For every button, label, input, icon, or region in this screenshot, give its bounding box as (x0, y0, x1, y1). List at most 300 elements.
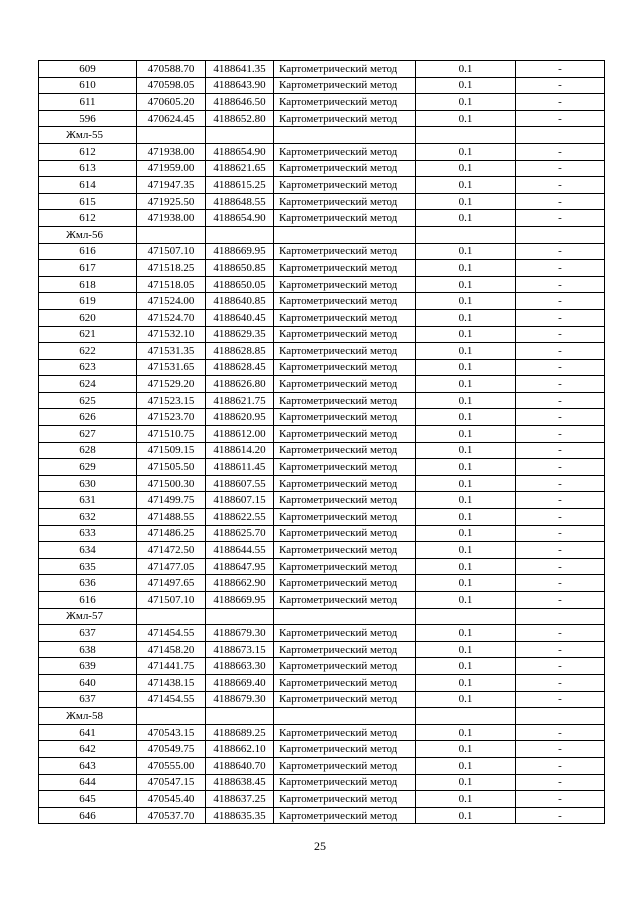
point-number-cell: 613 (39, 160, 137, 177)
accuracy-cell: 0.1 (416, 61, 516, 78)
table-row (39, 724, 605, 741)
empty-cell (274, 608, 416, 625)
x-coordinate-cell: 471947.35 (137, 177, 206, 194)
note-cell: - (516, 77, 605, 94)
table-row (39, 409, 605, 426)
table-row (39, 442, 605, 459)
y-coordinate-cell: 4188625.70 (206, 525, 274, 542)
empty-cell (206, 226, 274, 243)
x-coordinate-cell: 471523.15 (137, 392, 206, 409)
point-number-cell: 620 (39, 309, 137, 326)
accuracy-cell: 0.1 (416, 392, 516, 409)
point-number-cell: 625 (39, 392, 137, 409)
table-row (39, 243, 605, 260)
y-coordinate-cell: 4188662.10 (206, 741, 274, 758)
table-row (39, 210, 605, 227)
table-row (39, 625, 605, 642)
note-cell: - (516, 542, 605, 559)
accuracy-cell: 0.1 (416, 260, 516, 277)
note-cell: - (516, 658, 605, 675)
table-row (39, 343, 605, 360)
y-coordinate-cell: 4188643.90 (206, 77, 274, 94)
accuracy-cell: 0.1 (416, 509, 516, 526)
x-coordinate-cell: 471505.50 (137, 459, 206, 476)
y-coordinate-cell: 4188669.40 (206, 674, 274, 691)
empty-cell (516, 708, 605, 725)
x-coordinate-cell: 471500.30 (137, 475, 206, 492)
x-coordinate-cell: 471531.65 (137, 359, 206, 376)
x-coordinate-cell: 470624.45 (137, 110, 206, 127)
point-number-cell: 634 (39, 542, 137, 559)
y-coordinate-cell: 4188612.00 (206, 426, 274, 443)
point-number-cell: 616 (39, 243, 137, 260)
method-cell: Картометрический метод (274, 475, 416, 492)
accuracy-cell: 0.1 (416, 110, 516, 127)
note-cell: - (516, 343, 605, 360)
note-cell: - (516, 558, 605, 575)
y-coordinate-cell: 4188611.45 (206, 459, 274, 476)
note-cell: - (516, 691, 605, 708)
empty-cell (137, 127, 206, 144)
method-cell: Картометрический метод (274, 542, 416, 559)
x-coordinate-cell: 471959.00 (137, 160, 206, 177)
table-row (39, 426, 605, 443)
x-coordinate-cell: 471507.10 (137, 243, 206, 260)
accuracy-cell: 0.1 (416, 807, 516, 824)
y-coordinate-cell: 4188679.30 (206, 625, 274, 642)
point-number-cell: 622 (39, 343, 137, 360)
point-number-cell: 618 (39, 276, 137, 293)
accuracy-cell: 0.1 (416, 309, 516, 326)
table-row (39, 309, 605, 326)
group-header-row (39, 608, 605, 625)
empty-cell (274, 226, 416, 243)
table-row (39, 143, 605, 160)
x-coordinate-cell: 471531.35 (137, 343, 206, 360)
x-coordinate-cell: 471438.15 (137, 674, 206, 691)
method-cell: Картометрический метод (274, 193, 416, 210)
method-cell: Картометрический метод (274, 243, 416, 260)
method-cell: Картометрический метод (274, 309, 416, 326)
point-number-cell: 644 (39, 774, 137, 791)
note-cell: - (516, 442, 605, 459)
table-row (39, 542, 605, 559)
note-cell: - (516, 309, 605, 326)
note-cell: - (516, 376, 605, 393)
x-coordinate-cell: 471454.55 (137, 625, 206, 642)
y-coordinate-cell: 4188679.30 (206, 691, 274, 708)
y-coordinate-cell: 4188673.15 (206, 641, 274, 658)
point-number-cell: 609 (39, 61, 137, 78)
x-coordinate-cell: 470547.15 (137, 774, 206, 791)
table-row (39, 376, 605, 393)
group-label: Жмл-55 (39, 127, 137, 144)
empty-cell (416, 127, 516, 144)
x-coordinate-cell: 471497.65 (137, 575, 206, 592)
method-cell: Картометрический метод (274, 691, 416, 708)
empty-cell (274, 127, 416, 144)
point-number-cell: 640 (39, 674, 137, 691)
y-coordinate-cell: 4188654.90 (206, 210, 274, 227)
table-row (39, 509, 605, 526)
point-number-cell: 639 (39, 658, 137, 675)
page-number: 25 (314, 839, 326, 853)
table-row (39, 326, 605, 343)
table-row (39, 525, 605, 542)
accuracy-cell: 0.1 (416, 575, 516, 592)
empty-cell (206, 608, 274, 625)
note-cell: - (516, 110, 605, 127)
y-coordinate-cell: 4188652.80 (206, 110, 274, 127)
y-coordinate-cell: 4188640.45 (206, 309, 274, 326)
accuracy-cell: 0.1 (416, 276, 516, 293)
x-coordinate-cell: 471488.55 (137, 509, 206, 526)
y-coordinate-cell: 4188628.45 (206, 359, 274, 376)
accuracy-cell: 0.1 (416, 674, 516, 691)
accuracy-cell: 0.1 (416, 525, 516, 542)
point-number-cell: 626 (39, 409, 137, 426)
x-coordinate-cell: 470598.05 (137, 77, 206, 94)
accuracy-cell: 0.1 (416, 492, 516, 509)
x-coordinate-cell: 471499.75 (137, 492, 206, 509)
table-row (39, 791, 605, 808)
point-number-cell: 611 (39, 94, 137, 111)
empty-cell (516, 127, 605, 144)
method-cell: Картометрический метод (274, 592, 416, 609)
y-coordinate-cell: 4188637.25 (206, 791, 274, 808)
method-cell: Картометрический метод (274, 293, 416, 310)
table-row (39, 807, 605, 824)
y-coordinate-cell: 4188648.55 (206, 193, 274, 210)
x-coordinate-cell: 470605.20 (137, 94, 206, 111)
point-number-cell: 614 (39, 177, 137, 194)
method-cell: Картометрический метод (274, 625, 416, 642)
note-cell: - (516, 94, 605, 111)
note-cell: - (516, 757, 605, 774)
note-cell: - (516, 160, 605, 177)
note-cell: - (516, 293, 605, 310)
method-cell: Картометрический метод (274, 61, 416, 78)
y-coordinate-cell: 4188650.85 (206, 260, 274, 277)
method-cell: Картометрический метод (274, 774, 416, 791)
y-coordinate-cell: 4188669.95 (206, 243, 274, 260)
x-coordinate-cell: 471523.70 (137, 409, 206, 426)
accuracy-cell: 0.1 (416, 426, 516, 443)
table-row (39, 392, 605, 409)
point-number-cell: 616 (39, 592, 137, 609)
y-coordinate-cell: 4188644.55 (206, 542, 274, 559)
method-cell: Картометрический метод (274, 343, 416, 360)
point-number-cell: 619 (39, 293, 137, 310)
x-coordinate-cell: 471524.70 (137, 309, 206, 326)
accuracy-cell: 0.1 (416, 359, 516, 376)
note-cell: - (516, 674, 605, 691)
point-number-cell: 596 (39, 110, 137, 127)
x-coordinate-cell: 471518.25 (137, 260, 206, 277)
table-row (39, 94, 605, 111)
table-row (39, 260, 605, 277)
note-cell: - (516, 260, 605, 277)
x-coordinate-cell: 471524.00 (137, 293, 206, 310)
y-coordinate-cell: 4188620.95 (206, 409, 274, 426)
point-number-cell: 643 (39, 757, 137, 774)
accuracy-cell: 0.1 (416, 409, 516, 426)
y-coordinate-cell: 4188640.85 (206, 293, 274, 310)
table-row (39, 177, 605, 194)
table-row (39, 741, 605, 758)
y-coordinate-cell: 4188640.70 (206, 757, 274, 774)
method-cell: Картометрический метод (274, 260, 416, 277)
point-number-cell: 641 (39, 724, 137, 741)
accuracy-cell: 0.1 (416, 542, 516, 559)
table-row (39, 61, 605, 78)
method-cell: Картометрический метод (274, 658, 416, 675)
method-cell: Картометрический метод (274, 409, 416, 426)
x-coordinate-cell: 471532.10 (137, 326, 206, 343)
y-coordinate-cell: 4188621.65 (206, 160, 274, 177)
method-cell: Картометрический метод (274, 757, 416, 774)
x-coordinate-cell: 471458.20 (137, 641, 206, 658)
group-label: Жмл-58 (39, 708, 137, 725)
accuracy-cell: 0.1 (416, 343, 516, 360)
y-coordinate-cell: 4188626.80 (206, 376, 274, 393)
point-number-cell: 635 (39, 558, 137, 575)
method-cell: Картометрический метод (274, 94, 416, 111)
note-cell: - (516, 177, 605, 194)
accuracy-cell: 0.1 (416, 757, 516, 774)
x-coordinate-cell: 471472.50 (137, 542, 206, 559)
point-number-cell: 632 (39, 509, 137, 526)
group-label: Жмл-56 (39, 226, 137, 243)
method-cell: Картометрический метод (274, 525, 416, 542)
x-coordinate-cell: 470545.40 (137, 791, 206, 808)
coordinates-table (38, 60, 605, 824)
y-coordinate-cell: 4188607.15 (206, 492, 274, 509)
x-coordinate-cell: 471938.00 (137, 143, 206, 160)
x-coordinate-cell: 470543.15 (137, 724, 206, 741)
table-row (39, 110, 605, 127)
empty-cell (206, 708, 274, 725)
note-cell: - (516, 592, 605, 609)
table-row (39, 558, 605, 575)
table-row (39, 674, 605, 691)
note-cell: - (516, 392, 605, 409)
note-cell: - (516, 774, 605, 791)
accuracy-cell: 0.1 (416, 143, 516, 160)
table-row (39, 475, 605, 492)
empty-cell (416, 608, 516, 625)
accuracy-cell: 0.1 (416, 77, 516, 94)
table-row (39, 77, 605, 94)
method-cell: Картометрический метод (274, 326, 416, 343)
accuracy-cell: 0.1 (416, 459, 516, 476)
note-cell: - (516, 625, 605, 642)
note-cell: - (516, 276, 605, 293)
x-coordinate-cell: 470588.70 (137, 61, 206, 78)
accuracy-cell: 0.1 (416, 592, 516, 609)
x-coordinate-cell: 470549.75 (137, 741, 206, 758)
method-cell: Картометрический метод (274, 575, 416, 592)
accuracy-cell: 0.1 (416, 160, 516, 177)
method-cell: Картометрический метод (274, 674, 416, 691)
method-cell: Картометрический метод (274, 442, 416, 459)
empty-cell (137, 608, 206, 625)
table-row (39, 641, 605, 658)
method-cell: Картометрический метод (274, 641, 416, 658)
point-number-cell: 645 (39, 791, 137, 808)
x-coordinate-cell: 471454.55 (137, 691, 206, 708)
y-coordinate-cell: 4188622.55 (206, 509, 274, 526)
coordinates-table-body (39, 61, 605, 824)
group-header-row (39, 226, 605, 243)
method-cell: Картометрический метод (274, 724, 416, 741)
table-row (39, 575, 605, 592)
x-coordinate-cell: 471477.05 (137, 558, 206, 575)
y-coordinate-cell: 4188607.55 (206, 475, 274, 492)
x-coordinate-cell: 471938.00 (137, 210, 206, 227)
note-cell: - (516, 475, 605, 492)
method-cell: Картометрический метод (274, 807, 416, 824)
method-cell: Картометрический метод (274, 359, 416, 376)
method-cell: Картометрический метод (274, 426, 416, 443)
accuracy-cell: 0.1 (416, 724, 516, 741)
accuracy-cell: 0.1 (416, 376, 516, 393)
accuracy-cell: 0.1 (416, 558, 516, 575)
y-coordinate-cell: 4188646.50 (206, 94, 274, 111)
point-number-cell: 633 (39, 525, 137, 542)
point-number-cell: 629 (39, 459, 137, 476)
accuracy-cell: 0.1 (416, 658, 516, 675)
accuracy-cell: 0.1 (416, 243, 516, 260)
empty-cell (516, 608, 605, 625)
empty-cell (137, 226, 206, 243)
note-cell: - (516, 641, 605, 658)
method-cell: Картометрический метод (274, 110, 416, 127)
method-cell: Картометрический метод (274, 177, 416, 194)
x-coordinate-cell: 471518.05 (137, 276, 206, 293)
accuracy-cell: 0.1 (416, 625, 516, 642)
accuracy-cell: 0.1 (416, 774, 516, 791)
table-row (39, 691, 605, 708)
method-cell: Картометрический метод (274, 77, 416, 94)
y-coordinate-cell: 4188621.75 (206, 392, 274, 409)
point-number-cell: 636 (39, 575, 137, 592)
method-cell: Картометрический метод (274, 376, 416, 393)
y-coordinate-cell: 4188615.25 (206, 177, 274, 194)
x-coordinate-cell: 471509.15 (137, 442, 206, 459)
point-number-cell: 621 (39, 326, 137, 343)
note-cell: - (516, 61, 605, 78)
y-coordinate-cell: 4188629.35 (206, 326, 274, 343)
method-cell: Картометрический метод (274, 492, 416, 509)
table-row (39, 459, 605, 476)
method-cell: Картометрический метод (274, 160, 416, 177)
y-coordinate-cell: 4188689.25 (206, 724, 274, 741)
method-cell: Картометрический метод (274, 143, 416, 160)
empty-cell (206, 127, 274, 144)
note-cell: - (516, 741, 605, 758)
y-coordinate-cell: 4188654.90 (206, 143, 274, 160)
point-number-cell: 624 (39, 376, 137, 393)
point-number-cell: 627 (39, 426, 137, 443)
accuracy-cell: 0.1 (416, 210, 516, 227)
note-cell: - (516, 575, 605, 592)
accuracy-cell: 0.1 (416, 293, 516, 310)
note-cell: - (516, 409, 605, 426)
accuracy-cell: 0.1 (416, 741, 516, 758)
table-row (39, 160, 605, 177)
y-coordinate-cell: 4188663.30 (206, 658, 274, 675)
note-cell: - (516, 210, 605, 227)
note-cell: - (516, 459, 605, 476)
point-number-cell: 612 (39, 143, 137, 160)
note-cell: - (516, 807, 605, 824)
x-coordinate-cell: 471510.75 (137, 426, 206, 443)
accuracy-cell: 0.1 (416, 326, 516, 343)
empty-cell (274, 708, 416, 725)
group-header-row (39, 127, 605, 144)
point-number-cell: 637 (39, 625, 137, 642)
point-number-cell: 630 (39, 475, 137, 492)
table-row (39, 757, 605, 774)
point-number-cell: 646 (39, 807, 137, 824)
table-row (39, 774, 605, 791)
note-cell: - (516, 492, 605, 509)
point-number-cell: 631 (39, 492, 137, 509)
table-row (39, 359, 605, 376)
method-cell: Картометрический метод (274, 210, 416, 227)
y-coordinate-cell: 4188628.85 (206, 343, 274, 360)
method-cell: Картометрический метод (274, 459, 416, 476)
x-coordinate-cell: 471507.10 (137, 592, 206, 609)
note-cell: - (516, 509, 605, 526)
x-coordinate-cell: 471925.50 (137, 193, 206, 210)
x-coordinate-cell: 470555.00 (137, 757, 206, 774)
method-cell: Картометрический метод (274, 558, 416, 575)
y-coordinate-cell: 4188650.05 (206, 276, 274, 293)
accuracy-cell: 0.1 (416, 94, 516, 111)
method-cell: Картометрический метод (274, 791, 416, 808)
y-coordinate-cell: 4188614.20 (206, 442, 274, 459)
y-coordinate-cell: 4188638.45 (206, 774, 274, 791)
method-cell: Картометрический метод (274, 509, 416, 526)
y-coordinate-cell: 4188635.35 (206, 807, 274, 824)
note-cell: - (516, 525, 605, 542)
point-number-cell: 612 (39, 210, 137, 227)
y-coordinate-cell: 4188641.35 (206, 61, 274, 78)
table-row (39, 592, 605, 609)
y-coordinate-cell: 4188669.95 (206, 592, 274, 609)
note-cell: - (516, 359, 605, 376)
x-coordinate-cell: 470537.70 (137, 807, 206, 824)
table-row (39, 193, 605, 210)
point-number-cell: 637 (39, 691, 137, 708)
note-cell: - (516, 243, 605, 260)
accuracy-cell: 0.1 (416, 641, 516, 658)
table-row (39, 492, 605, 509)
note-cell: - (516, 791, 605, 808)
accuracy-cell: 0.1 (416, 475, 516, 492)
point-number-cell: 610 (39, 77, 137, 94)
point-number-cell: 617 (39, 260, 137, 277)
point-number-cell: 615 (39, 193, 137, 210)
empty-cell (516, 226, 605, 243)
accuracy-cell: 0.1 (416, 791, 516, 808)
method-cell: Картометрический метод (274, 741, 416, 758)
point-number-cell: 642 (39, 741, 137, 758)
note-cell: - (516, 724, 605, 741)
accuracy-cell: 0.1 (416, 691, 516, 708)
